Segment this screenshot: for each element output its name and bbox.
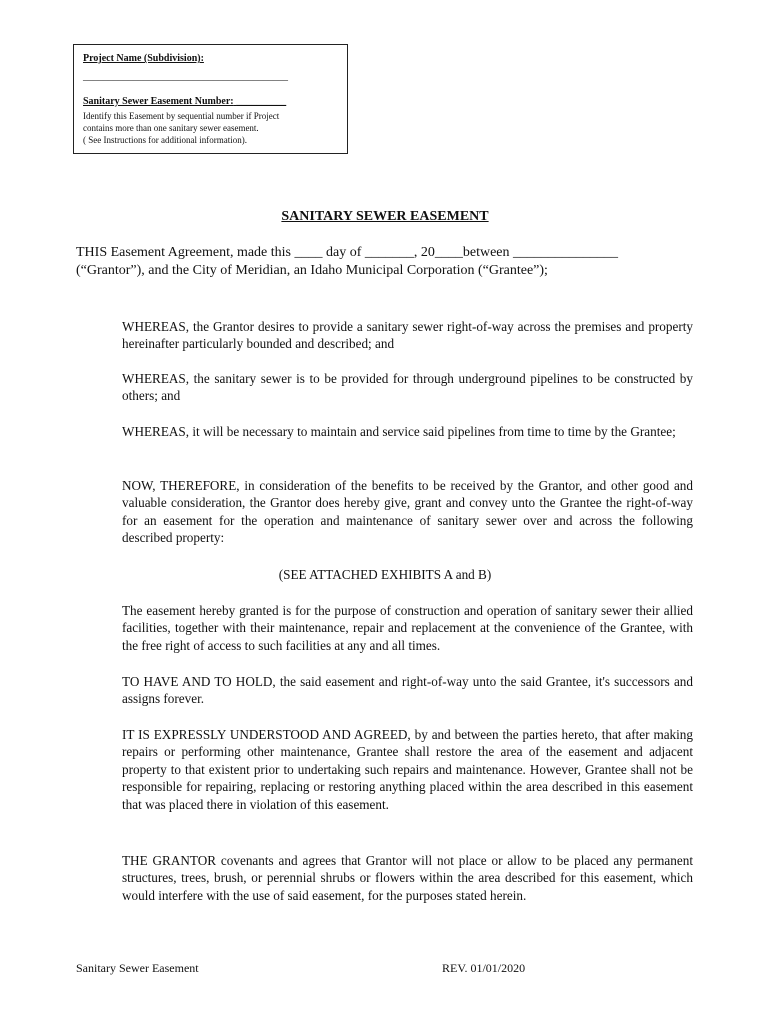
grantor-covenants-paragraph: THE GRANTOR covenants and agrees that Grantor will not place or allow to be placed any permanent structures, trees, brush, or perennial shrubs or flowers within the area described for this easement, which would interfere with the use of said easement, for the purposes stated herein. — [122, 853, 693, 903]
instruction-line-1: Identify this Easement by sequential number if Project — [83, 111, 280, 121]
project-name-label: Project Name (Subdivision): — [83, 53, 204, 64]
whereas-paragraph-2: WHEREAS, the sanitary sewer is to be provided for through underground pipelines to be constructed by others; and — [122, 371, 693, 404]
purpose-paragraph: The easement hereby granted is for the purpose of construction and operation of sanitary sewer their allied facilities, together with their maintenance, repair and replacement at the convenience of the Grantee, with the free right of access to such facilities at any and all times. — [122, 603, 693, 653]
footer-title: Sanitary Sewer Easement — [76, 961, 199, 975]
exhibits-reference: (SEE ATTACHED EXHIBITS A and B) — [278, 567, 492, 582]
project-info-box — [73, 44, 348, 154]
document-title: SANITARY SEWER EASEMENT — [281, 209, 489, 224]
instruction-line-3: ( See Instructions for additional information). — [83, 135, 247, 145]
whereas-paragraph-1: WHEREAS, the Grantor desires to provide a sanitary sewer right-of-way across the premises and property hereinafter particularly bounded and described; and — [122, 319, 693, 352]
intro-line-2: (“Grantor”), and the City of Meridian, an Idaho Municipal Corporation (“Grantee”); — [76, 263, 548, 278]
instruction-line-2: contains more than one sanitary sewer easement. — [83, 123, 259, 133]
now-therefore-paragraph: NOW, THEREFORE, in consideration of the benefits to be received by the Grantor, and other good and valuable consideration, the Grantor does hereby give, grant and convey unto the Grantee the right-of-way for an easement for the operation and maintenance of sanitary sewer over and across the following described property: — [122, 478, 693, 546]
project-name-blank: _________________________________________ — [83, 71, 288, 82]
easement-number-label: Sanitary Sewer Easement Number: __________ — [83, 96, 287, 107]
whereas-paragraph-3: WHEREAS, it will be necessary to maintain and service said pipelines from time to time by the Grantee; — [122, 424, 676, 439]
easement-number-blank: __________ — [236, 96, 287, 107]
to-have-paragraph: TO HAVE AND TO HOLD, the said easement and right-of-way unto the said Grantee, it's successors and assigns forever. — [122, 674, 693, 707]
footer-revision: REV. 01/01/2020 — [442, 961, 526, 975]
understood-paragraph: IT IS EXPRESSLY UNDERSTOOD AND AGREED, by and between the parties hereto, that after making repairs or performing other maintenance, Grantee shall restore the area of the easement and adjacent property to that existent prior to undertaking such repairs and maintenance. However, Grantee shall not be responsible for repairing, replacing or restoring anything placed within the area described in this easement that was placed there in violation of this easement. — [122, 727, 693, 812]
intro-line-1: THIS Easement Agreement, made this ____ day of _______, 20____between _______________ — [76, 245, 619, 260]
